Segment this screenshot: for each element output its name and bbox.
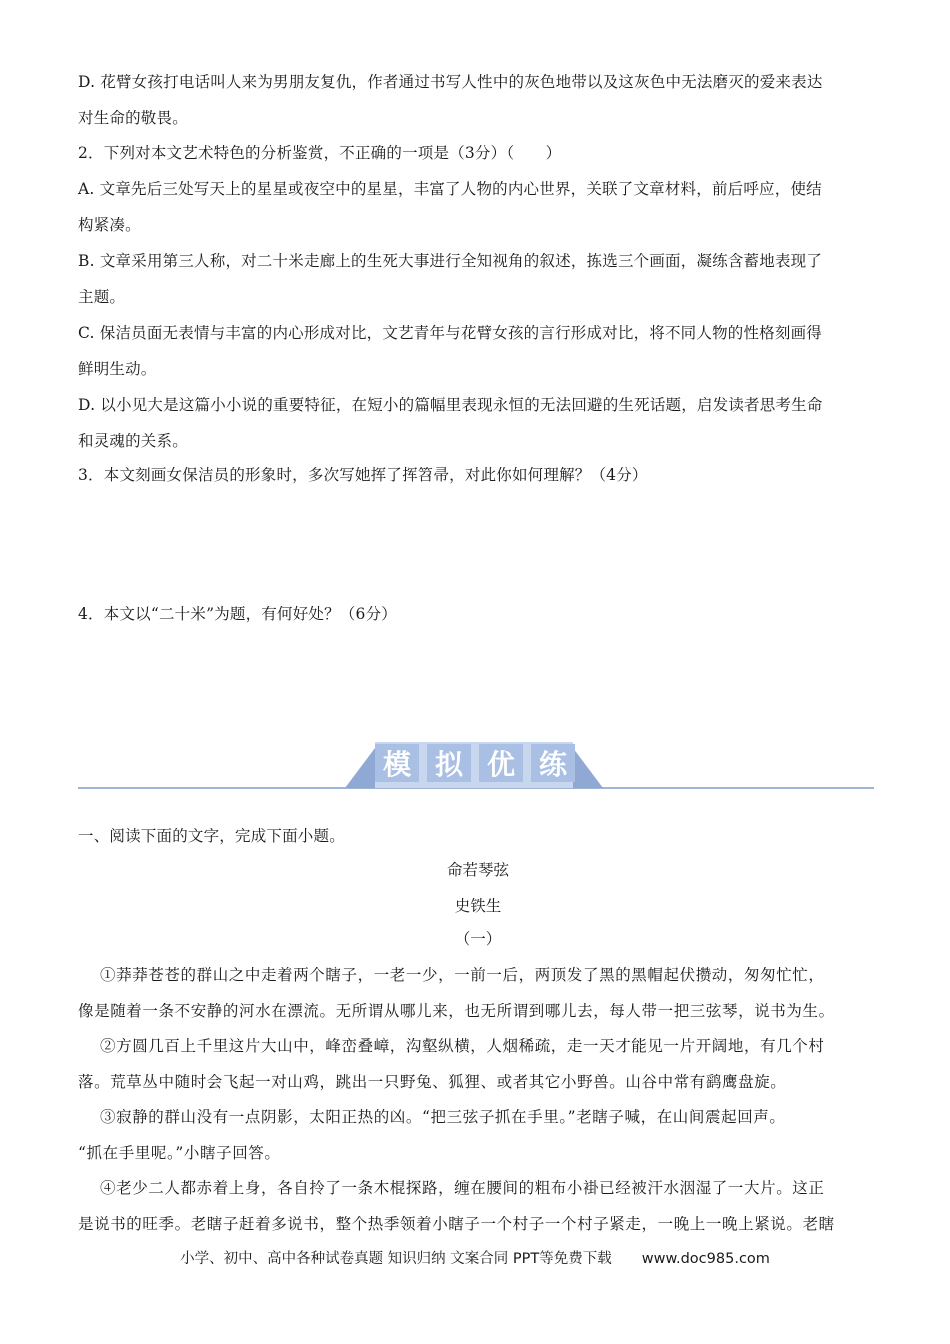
q2-option-c-line-2: 鲜明生动。 xyxy=(78,360,157,378)
section-banner xyxy=(345,738,603,790)
story-title: 命若琴弦 xyxy=(446,861,509,879)
story-part: （一） xyxy=(454,930,502,948)
q2-option-b-line-2: 主题。 xyxy=(78,288,126,306)
question-4: 4．本文以“二十米”为题，有何好处？（6分） xyxy=(78,605,397,623)
story-p2-line-1: ②方圆几百上千里这片大山中，峰峦叠嶂，沟壑纵横，人烟稀疏，走一天才能见一片开阔地，有几个村 xyxy=(100,1037,825,1055)
story-p3-line-2: “抓在手里呢。”小瞎子回答。 xyxy=(78,1144,281,1162)
banner-char-3: 优 xyxy=(479,744,523,782)
question-3: 3．本文刻画女保洁员的形象时，多次写她挥了挥笤帚，对此你如何理解？（4分） xyxy=(78,466,648,484)
footer-text: 小学、初中、高中各种试卷真题 知识归纳 文案合同 PPT等免费下载 xyxy=(180,1251,612,1267)
banner-char-1: 模 xyxy=(375,744,419,782)
option-d-line-2: 对生命的敬畏。 xyxy=(78,109,188,127)
page-footer xyxy=(0,1247,950,1268)
footer-url[interactable]: www.doc985.com xyxy=(641,1251,770,1267)
q2-option-c-line-1: C. 保洁员面无表情与丰富的内心形成对比，文艺青年与花臂女孩的言行形成对比，将不同人物的性格刻画得 xyxy=(78,324,822,342)
banner-char-2: 拟 xyxy=(427,744,471,782)
story-author: 史铁生 xyxy=(454,897,502,915)
q2-option-d-line-1: D. 以小见大是这篇小小说的重要特征，在短小的篇幅里表现永恒的无法回避的生死话题，启发读者思考生命 xyxy=(78,396,823,414)
q2-option-b-line-1: B. 文章采用第三人称，对二十米走廊上的生死大事进行全知视角的叙述，拣选三个画面，凝练含蓄地表现了 xyxy=(78,252,823,270)
q2-option-d-line-2: 和灵魂的关系。 xyxy=(78,432,188,450)
story-p4-line-2: 是说书的旺季。老瞎子赶着多说书，整个热季领着小瞎子一个村子一个村子紧走，一晚上一晚上紧说。老瞎 xyxy=(78,1215,835,1233)
question-2: 2．下列对本文艺术特色的分析鉴赏，不正确的一项是（3分）（ ） xyxy=(78,144,562,162)
story-p1-line-2: 像是随着一条不安静的河水在漂流。无所谓从哪儿来，也无所谓到哪儿去，每人带一把三弦琴，说书为生。 xyxy=(78,1002,835,1020)
q2-option-a-line-1: A. 文章先后三处写天上的星星或夜空中的星星，丰富了人物的内心世界，关联了文章材料，前后呼应，使结 xyxy=(78,180,822,198)
story-p3-line-1: ③寂静的群山没有一点阴影，太阳正热的凶。“把三弦子抓在手里。”老瞎子喊，在山间震起回声。 xyxy=(100,1108,786,1126)
banner-char-4: 练 xyxy=(531,744,575,782)
story-p4-line-1: ④老少二人都赤着上身，各自拎了一条木棍探路，缠在腰间的粗布小褂已经被汗水洇湿了一大片。这正 xyxy=(100,1179,825,1197)
section-heading: 一、阅读下面的文字，完成下面小题。 xyxy=(78,827,345,845)
story-p2-line-2: 落。荒草丛中随时会飞起一对山鸡，跳出一只野兔、狐狸、或者其它小野兽。山谷中常有鹞鹰盘旋。 xyxy=(78,1073,787,1091)
option-d-line-1: D. 花臂女孩打电话叫人来为男朋友复仇，作者通过书写人性中的灰色地带以及这灰色中无法磨灭的爱来表达 xyxy=(78,73,823,91)
story-p1-line-1: ①莽莽苍苍的群山之中走着两个瞎子，一老一少，一前一后，两顶发了黑的黑帽起伏攒动，匆匆忙忙， xyxy=(100,966,825,984)
q2-option-a-line-2: 构紧凑。 xyxy=(78,216,141,234)
